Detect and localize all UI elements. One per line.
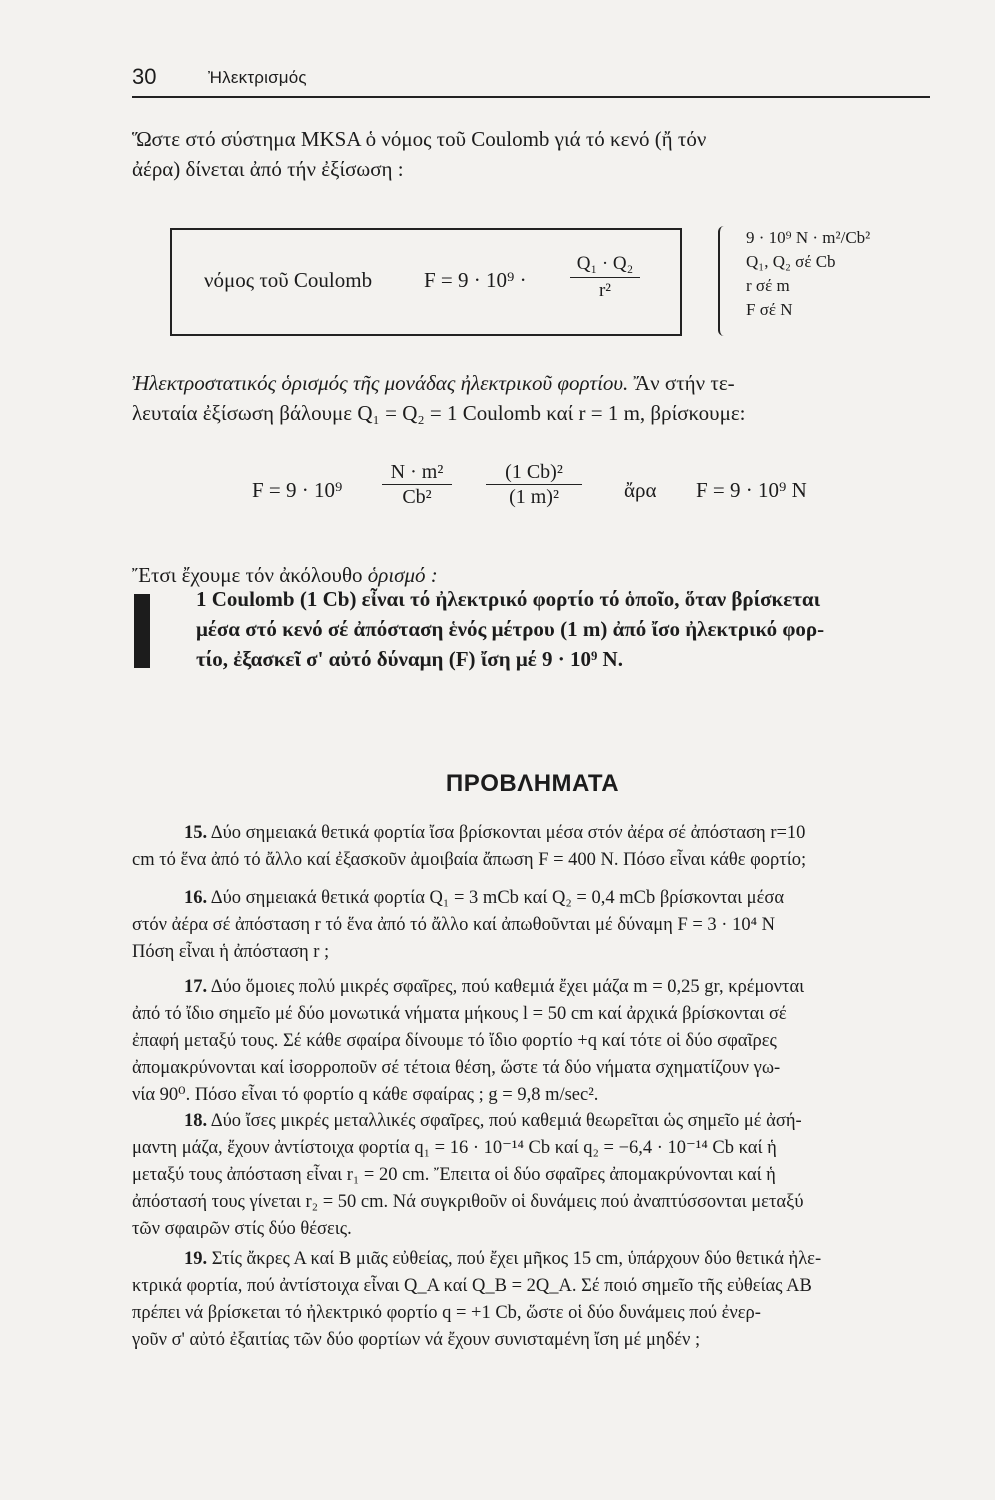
unit-force: F σέ N <box>746 300 793 319</box>
page-number: 30 <box>132 64 157 89</box>
problem-line: ἐπαφή μεταξύ τους. Σέ κάθε σφαίρα δίνουμε τό ἴδιο φορτίο +q καί τότε οἱ δύο σφαῖρες <box>132 1031 777 1051</box>
definition-intro-text: Ἔτσι ἔχουμε τόν ἀκόλουθο <box>132 563 368 587</box>
calc-result: F = 9 · 10⁹ N <box>696 478 807 502</box>
coulomb-law-box <box>170 228 682 336</box>
problem-line <box>132 1108 938 1135</box>
problem-17 <box>132 974 938 1109</box>
problem-line <box>132 1246 938 1273</box>
problem-text: Στίς ἄκρες Α καί Β μιᾶς εὐθείας, πού ἔχει μῆκος 15 cm, ὑπάρχουν δύο θετικά ἠλε- <box>211 1249 822 1269</box>
problem-16 <box>132 885 938 966</box>
definition-line: μέσα στό κενό σέ ἀπόσταση ἑνός μέτρου (1 m) ἀπό ἴσο ἠλεκτρικό φορ- <box>196 617 825 641</box>
electrostatic-definition-paragraph <box>132 368 932 428</box>
problem-line: ἀπό τό ἴδιο σημεῖο μέ δύο μονωτικά νήματα μήκους l = 50 cm καί ἀρχικά βρίσκονται σέ <box>132 1004 787 1024</box>
definition-line: τίο, ἐξασκεῖ σ' αὐτό δύναμη (F) ἴση μέ 9 · 10⁹ N. <box>196 647 623 671</box>
problem-line: cm τό ἕνα ἀπό τό ἄλλο καί ἐξασκοῦν ἀμοιβαία ἄπωση F = 400 N. Πόσο εἶναι κάθε φορτίο; <box>132 850 807 870</box>
paragraph-text: Ἄν στήν τε- <box>628 371 735 395</box>
formula-label: νόμος τοῦ Coulomb <box>204 268 373 292</box>
paragraph-line <box>132 368 932 398</box>
definition-line: 1 Coulomb (1 Cb) εἶναι τό ἠλεκτρικό φορτίο τό ὁποῖο, ὅταν βρίσκεται <box>196 587 821 611</box>
problem-number: 15. <box>184 823 208 843</box>
formula-units <box>746 226 870 322</box>
unit-distance: r σέ m <box>746 276 790 295</box>
problems-heading: ΠΡΟΒΛΗΜΑΤΑ <box>445 770 620 797</box>
formula-expression: F = 9 · 10⁹ · <box>424 268 527 292</box>
fraction-bar <box>570 277 640 278</box>
units-brace <box>718 226 736 336</box>
calc-fraction-units <box>382 460 452 509</box>
problem-number: 17. <box>184 977 208 997</box>
intro-paragraph <box>132 124 932 184</box>
problem-line: νία 90⁰. Πόσο εἶναι τό φορτίο q κάθε σφαίρας ; g = 9,8 m/sec². <box>132 1085 599 1105</box>
problem-line: γοῦν σ' αὐτό ἐξαιτίας τῶν δύο φορτίων νά ἔχουν συνισταμένη ἴση μέ μηδέν ; <box>132 1330 701 1350</box>
fraction-denominator: (1 m)² <box>509 486 559 508</box>
calc-left: F = 9 · 10⁹ <box>252 478 343 502</box>
problem-line <box>132 974 938 1001</box>
problem-line <box>132 820 938 847</box>
problem-line: ἀπόστασή τους γίνεται r₂ = 50 cm. Νά συγκριθοῦν οἱ δυνάμεις πού ἀναπτύσσονται μεταξύ <box>132 1192 804 1212</box>
problem-number: 19. <box>184 1249 208 1269</box>
running-title: Ἠλεκτρισμός <box>208 68 307 87</box>
unit-constant: 9 · 10⁹ N · m²/Cb² <box>746 228 871 247</box>
problem-line <box>132 885 938 912</box>
fraction-numerator: (1 Cb)² <box>505 461 563 483</box>
fraction-numerator: Q₁ · Q₂ <box>576 253 634 274</box>
calculation-equation <box>252 460 872 524</box>
section-title: Ἠλεκτροστατικός ὁρισμός τῆς μονάδας ἠλεκτρικοῦ φορτίου. <box>132 371 629 395</box>
calc-therefore: ἄρα <box>624 478 657 502</box>
problem-19 <box>132 1246 938 1354</box>
paragraph-line: λευταία ἐξίσωση βάλουμε Q₁ = Q₂ = 1 Coulomb καί r = 1 m, βρίσκουμε: <box>132 401 746 425</box>
problem-line: πρέπει νά βρίσκεται τό ἠλεκτρικό φορτίο q = +1 Cb, ὥστε οἱ δύο δυνάμεις πού ἐνερ- <box>132 1303 761 1323</box>
page-header <box>132 64 930 98</box>
fraction-numerator: N · m² <box>390 461 444 483</box>
problem-line: ἀπομακρύνονται καί ἰσορροποῦν σέ τέτοια θέση, ὥστε τά δύο νήματα σχηματίζουν γω- <box>132 1058 781 1078</box>
unit-charges: Q₁, Q₂ σέ Cb <box>746 252 836 271</box>
problem-line: μαντη μάζα, ἔχουν ἀντίστοιχα φορτία q₁ = 16 · 10⁻¹⁴ Cb καί q₂ = −6,4 · 10⁻¹⁴ Cb καί ἡ <box>132 1138 777 1158</box>
intro-line: ἀέρα) δίνεται ἀπό τήν ἐξίσωση : <box>132 157 404 181</box>
problem-number: 18. <box>184 1111 208 1131</box>
calc-fraction-values <box>486 460 582 509</box>
problem-line: μεταξύ τους ἀπόσταση εἶναι r₁ = 20 cm. Ἔπειτα οἱ δύο σφαῖρες ἀπομακρύνονται καί ἡ <box>132 1165 776 1185</box>
formula-fraction <box>570 253 640 302</box>
problem-text: Δύο ὅμοιες πολύ μικρές σφαῖρες, πού καθεμιά ἔχει μάζα m = 0,25 gr, κρέμονται <box>210 977 805 997</box>
coulomb-definition <box>196 584 934 674</box>
definition-intro-italic: ὁρισμό : <box>367 563 438 587</box>
problem-15 <box>132 820 938 874</box>
problem-text: Δύο σημειακά θετικά φορτία ἴσα βρίσκονται μέσα στόν ἀέρα σέ ἀπόσταση r=10 <box>210 823 806 843</box>
definition-marker-bar <box>134 594 150 668</box>
problem-line: Πόση εἶναι ἡ ἀπόσταση r ; <box>132 942 330 962</box>
problem-line: τῶν σφαιρῶν στίς δύο θέσεις. <box>132 1219 352 1239</box>
problem-18 <box>132 1108 938 1243</box>
problem-line: στόν ἀέρα σέ ἀπόσταση r τό ἕνα ἀπό τό ἄλλο καί ἀπωθοῦνται μέ δύναμη F = 3 · 10⁴ N <box>132 915 776 935</box>
problem-number: 16. <box>184 888 208 908</box>
fraction-denominator: Cb² <box>402 486 432 508</box>
fraction-denominator: r² <box>598 280 612 301</box>
problem-text: Δύο σημειακά θετικά φορτία Q₁ = 3 mCb καί Q₂ = 0,4 mCb βρίσκονται μέσα <box>210 888 785 908</box>
problem-text: Δύο ἴσες μικρές μεταλλικές σφαῖρες, πού καθεμιά θεωρεῖται ὡς σημεῖο μέ ἀσή- <box>210 1111 802 1131</box>
problem-line: κτρικά φορτία, πού ἀντίστοιχα εἶναι Q_A καί Q_B = 2Q_A. Σέ ποιό σημεῖο τῆς εὐθείας ΑΒ <box>132 1276 812 1296</box>
intro-line: Ὥστε στό σύστημα MKSA ὁ νόμος τοῦ Coulomb γιά τό κενό (ἤ τόν <box>132 127 707 151</box>
